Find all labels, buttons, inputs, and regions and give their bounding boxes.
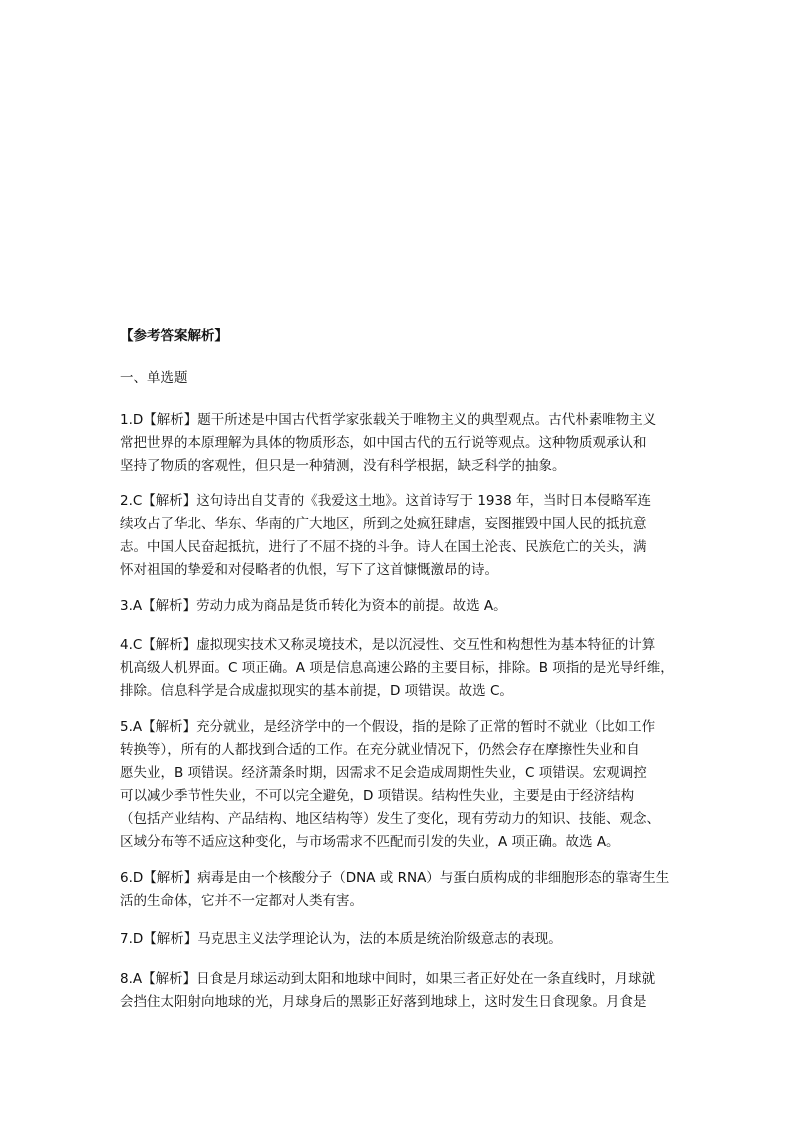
answer-line: 志。中国人民奋起抵抗，进行了不屈不挠的斗争。诗人在国土沦丧、民族危亡的关头，满 [120, 539, 647, 555]
answer-line: 续攻占了华北、华东、华南的广大地区，所到之处疯狂肆虐，妄图摧毁中国人民的抵抗意 [120, 516, 647, 532]
answer-line: 4.C【解析】虚拟现实技术又称灵境技术，是以沉浸性、交互性和构想性为基本特征的计算 [120, 637, 656, 653]
answer-line: 怀对祖国的挚爱和对侵略者的仇恨，写下了这首慷慨激昂的诗。 [120, 562, 498, 578]
answer-6 [120, 867, 680, 913]
answer-7 [120, 928, 680, 951]
answers-header-text: 【参考答案解析】 [120, 328, 228, 344]
answer-8 [120, 968, 680, 1014]
answer-line: 2.C【解析】这句诗出自艾青的《我爱这土地》。这首诗写于 1938 年，当时日本侵略军连 [120, 493, 651, 509]
answer-line: 6.D【解析】病毒是由一个核酸分子（DNA 或 RNA）与蛋白质构成的非细胞形态的靠寄生生 [120, 870, 670, 886]
answer-line: 1.D【解析】题干所述是中国古代哲学家张载关于唯物主义的典型观点。古代朴素唯物主义 [120, 412, 657, 428]
answer-line: 7.D【解析】马克思主义法学理论认为，法的本质是统治阶级意志的表现。 [120, 931, 562, 947]
answer-line: 可以减少季节性失业，不可以完全避免，D 项错误。结构性失业，主要是由于经济结构 [120, 788, 635, 804]
section-title [120, 367, 680, 390]
answer-line: 机高级人机界面。C 项正确。A 项是信息高速公路的主要目标，排除。B 项指的是光导纤维， [120, 660, 674, 676]
answer-4 [120, 634, 680, 703]
answer-5 [120, 716, 680, 854]
section-title-text: 一、单选题 [120, 370, 188, 386]
answer-line: （包括产业结构、产品结构、地区结构等）发生了变化，现有劳动力的知识、技能、观念、 [120, 811, 660, 827]
answer-line: 常把世界的本原理解为具体的物质形态，如中国古代的五行说等观点。这种物质观承认和 [120, 435, 647, 451]
answer-line: 坚持了物质的客观性，但只是一种猜测，没有科学根据，缺乏科学的抽象。 [120, 458, 566, 474]
answers-header [120, 325, 680, 348]
answer-2 [120, 490, 680, 582]
answer-3 [120, 595, 680, 618]
answer-line: 活的生命体，它并不一定都对人类有害。 [120, 893, 363, 909]
answer-line: 3.A【解析】劳动力成为商品是货币转化为资本的前提。故选 A。 [120, 598, 507, 614]
answer-line: 排除。信息科学是合成虚拟现实的基本前提，D 项错误。故选 C。 [120, 683, 513, 699]
answer-line: 愿失业，B 项错误。经济萧条时期，因需求不足会造成周期性失业，C 项错误。宏观调控 [120, 765, 647, 781]
answer-line: 转换等），所有的人都找到合适的工作。在充分就业情况下，仍然会存在摩擦性失业和自 [120, 742, 640, 758]
answer-line: 5.A【解析】充分就业，是经济学中的一个假设，指的是除了正常的暂时不就业（比如工作 [120, 719, 656, 735]
answer-line: 8.A【解析】日食是月球运动到太阳和地球中间时，如果三者正好处在一条直线时，月球就 [120, 971, 656, 987]
answer-line: 区域分布等不适应这种变化，与市场需求不匹配而引发的失业，A 项正确。故选 A。 [120, 834, 620, 850]
answer-line: 会挡住太阳射向地球的光，月球身后的黑影正好落到地球上，这时发生日食现象。月食是 [120, 994, 647, 1010]
answer-1 [120, 409, 680, 478]
